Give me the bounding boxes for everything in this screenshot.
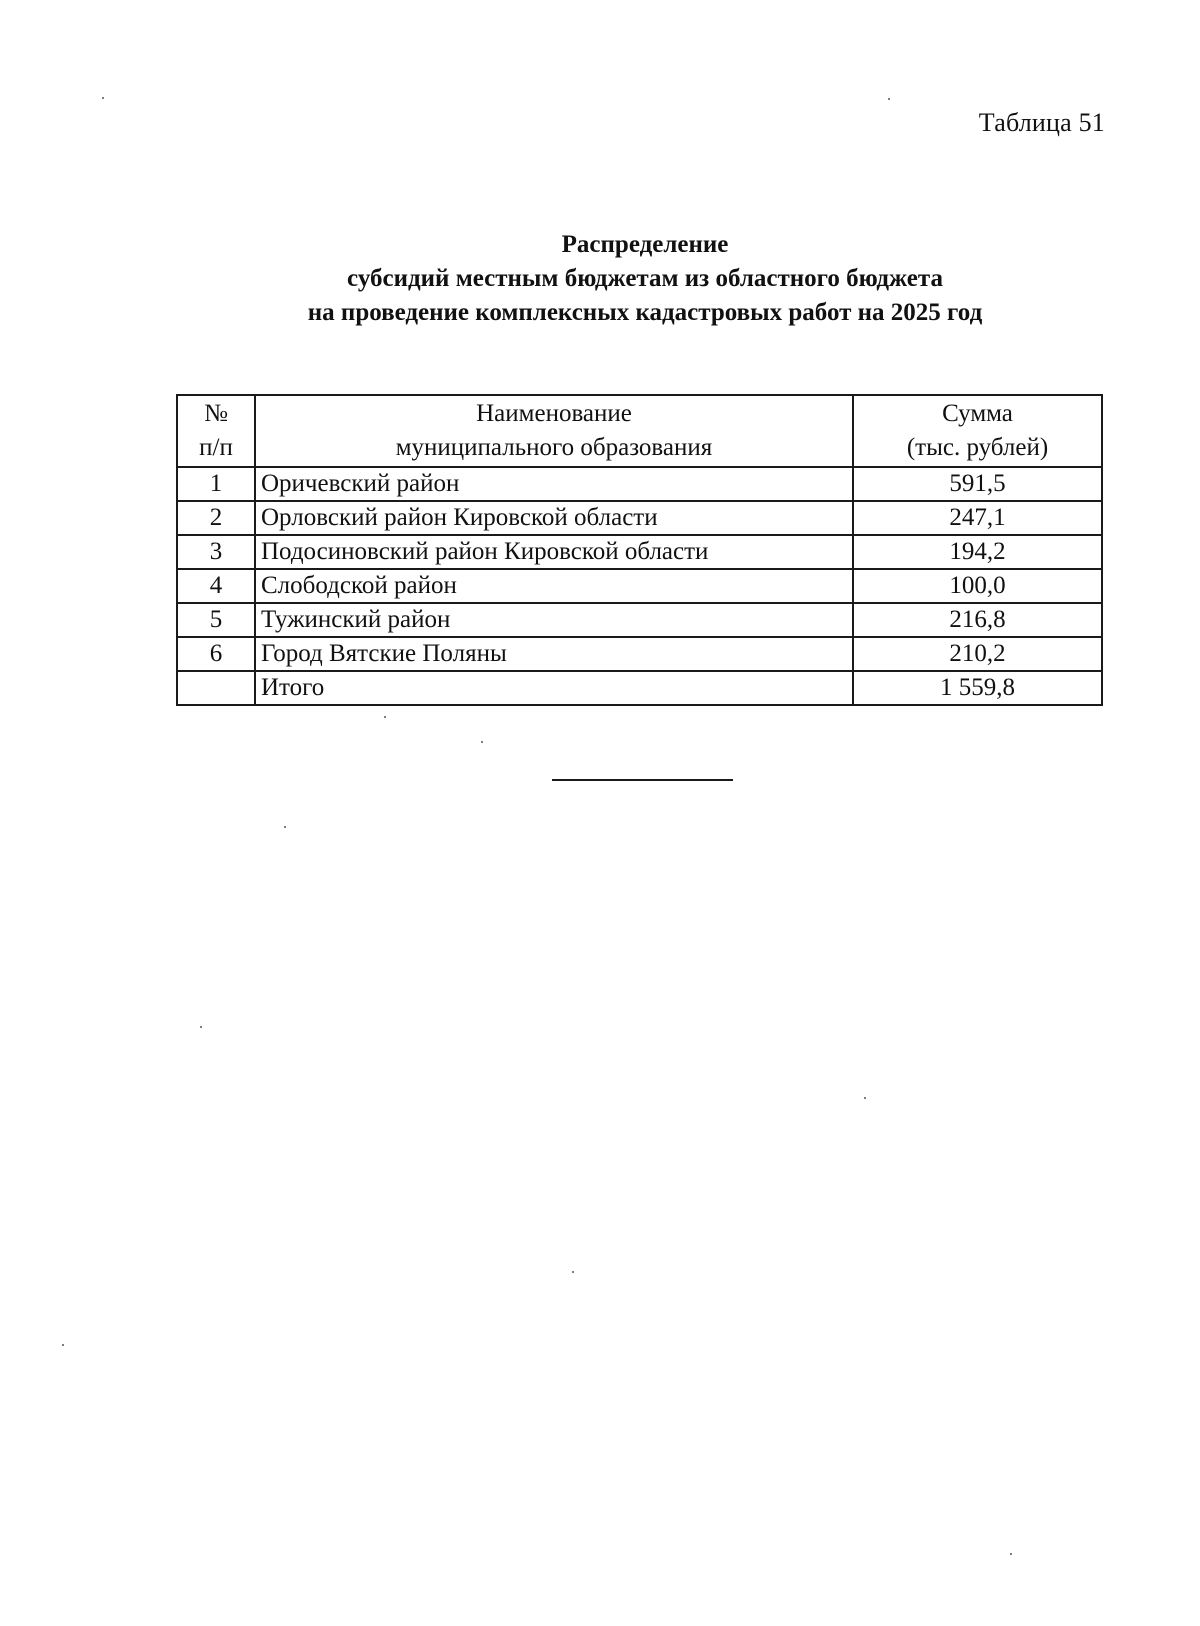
header-sum — [853, 395, 1102, 467]
table-label: Таблица 51 — [978, 108, 1105, 137]
total-number — [177, 671, 255, 705]
table-row — [177, 603, 1102, 637]
scan-speck — [102, 97, 104, 99]
row-number: 5 — [177, 603, 255, 637]
total-label: Итого — [255, 671, 853, 705]
row-municipality: Город Вятские Поляны — [255, 637, 853, 671]
header-number-line-2: п/п — [199, 434, 233, 461]
row-sum: 210,2 — [853, 637, 1102, 671]
row-sum: 194,2 — [853, 535, 1102, 569]
scan-speck — [481, 741, 483, 743]
row-number: 1 — [177, 467, 255, 501]
scan-speck — [888, 98, 890, 100]
header-sum-line-1: Сумма — [942, 400, 1013, 427]
title-line-2: субсидий местным бюджетам из областного бюджета — [347, 265, 943, 292]
scan-speck — [864, 1097, 866, 1099]
table-total-row — [177, 671, 1102, 705]
row-number: 2 — [177, 501, 255, 535]
scan-speck — [1010, 1553, 1012, 1555]
row-municipality: Подосиновский район Кировской области — [255, 535, 853, 569]
scan-speck — [572, 1271, 574, 1273]
header-number-line-1: № — [204, 400, 228, 427]
row-municipality: Слободской район — [255, 569, 853, 603]
title-line-3: на проведение комплексных кадастровых работ на 2025 год — [307, 299, 983, 326]
row-municipality: Орловский район Кировской области — [255, 501, 853, 535]
header-municipality — [255, 395, 853, 467]
row-municipality: Тужинский район — [255, 603, 853, 637]
table-header-row — [177, 395, 1102, 467]
scan-speck — [284, 826, 286, 828]
subsidy-distribution-table — [176, 394, 1103, 706]
table-row — [177, 535, 1102, 569]
row-number: 6 — [177, 637, 255, 671]
header-sum-line-2: (тыс. рублей) — [906, 434, 1049, 461]
document-title — [0, 228, 1200, 330]
total-sum: 1 559,8 — [853, 671, 1102, 705]
header-municipality-line-1: Наименование — [476, 400, 632, 427]
title-line-1: Распределение — [561, 231, 729, 258]
row-number: 4 — [177, 569, 255, 603]
scan-speck — [384, 716, 386, 718]
scan-speck — [62, 1344, 64, 1346]
row-municipality: Оричевский район — [255, 467, 853, 501]
row-sum: 100,0 — [853, 569, 1102, 603]
scan-speck — [200, 1026, 202, 1028]
header-municipality-line-2: муниципального образования — [395, 434, 713, 461]
header-number — [177, 395, 255, 467]
row-number: 3 — [177, 535, 255, 569]
table-row — [177, 501, 1102, 535]
table-row — [177, 569, 1102, 603]
row-sum: 247,1 — [853, 501, 1102, 535]
row-sum: 591,5 — [853, 467, 1102, 501]
row-sum: 216,8 — [853, 603, 1102, 637]
table-row — [177, 637, 1102, 671]
table-row — [177, 467, 1102, 501]
end-of-document-rule — [552, 779, 733, 781]
